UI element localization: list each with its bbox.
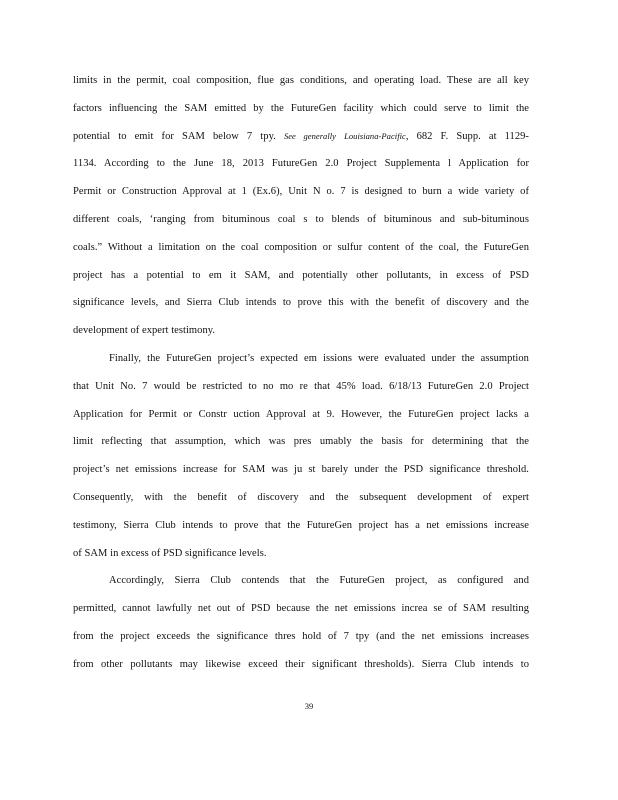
document-body	[73, 67, 529, 679]
paragraph-1-line-3	[73, 123, 529, 151]
citation-reporter: , 682 F. Supp. at 1129-	[405, 130, 529, 142]
paragraph-2-line-2: that Unit No. 7 would be restricted to no mo re that 45% load. 6/18/13 FutureGen 2.0 Project	[73, 380, 529, 392]
paragraph-1-line-5: Permit or Construction Approval at 1 (Ex.6), Unit N o. 7 is designed to burn a wide variety of	[73, 186, 529, 198]
paragraph-1-line-6: different coals, ‘ranging from bituminous coal s to blends of bituminous and sub-bituminous	[73, 213, 529, 225]
paragraph-2-line-7: testimony, Sierra Club intends to prove that the FutureGen project has a net emissions increase	[73, 519, 529, 531]
paragraph-1-line-8: project has a potential to em it SAM, and potentially other pollutants, in excess of PSD	[73, 269, 529, 281]
page-number: 39	[304, 701, 314, 711]
paragraph-3-line-1: Accordingly, Sierra Club contends that the FutureGen project, as configured and	[109, 575, 529, 587]
paragraph-1-line-10: development of expert testimony.	[73, 325, 216, 337]
paragraph-1-line-4: 1134. According to the June 18, 2013 FutureGen 2.0 Project Supplementa l Application for	[73, 158, 529, 170]
citation-case-name: Louisiana-Pacific	[344, 130, 406, 141]
paragraph-2-line-3: Application for Permit or Constr uction Approval at 9. However, the FutureGen project lacks a	[73, 408, 529, 420]
paragraph-2-line-5: project’s net emissions increase for SAM was ju st barely under the PSD significance threshold.	[73, 464, 529, 476]
paragraph-1-line-7: coals.” Without a limitation on the coal composition or sulfur content of the coal, the FutureGen	[73, 241, 529, 253]
paragraph-1-line-3-text: potential to emit for SAM below 7 tpy.	[73, 130, 276, 142]
paragraph-2-line-1: Finally, the FutureGen project’s expected em issions were evaluated under the assumption	[109, 352, 529, 364]
paragraph-1-line-9: significance levels, and Sierra Club intends to prove this with the benefit of discovery and the	[73, 297, 529, 309]
paragraph-3-line-3: from the project exceeds the significance thres hold of 7 tpy (and the net emissions increases	[73, 630, 529, 642]
paragraph-2-line-4: limit reflecting that assumption, which was pres umably the basis for determining that the	[73, 436, 529, 448]
paragraph-2-line-8: of SAM in excess of PSD significance levels.	[73, 547, 267, 559]
paragraph-1-line-1: limits in the permit, coal composition, flue gas conditions, and operating load. These are all key	[73, 75, 529, 86]
citation-signal: See generally	[283, 130, 336, 141]
paragraph-3-line-4: from other pollutants may likewise exceed their significant thresholds). Sierra Club intends to	[73, 658, 529, 670]
paragraph-3-line-2: permitted, cannot lawfully net out of PSD because the net emissions increa se of SAM resulting	[73, 603, 529, 615]
paragraph-2-line-6: Consequently, with the benefit of discovery and the subsequent development of expert	[73, 491, 529, 503]
paragraph-1-line-2: factors influencing the SAM emitted by the FutureGen facility which could serve to limit the	[73, 102, 529, 114]
